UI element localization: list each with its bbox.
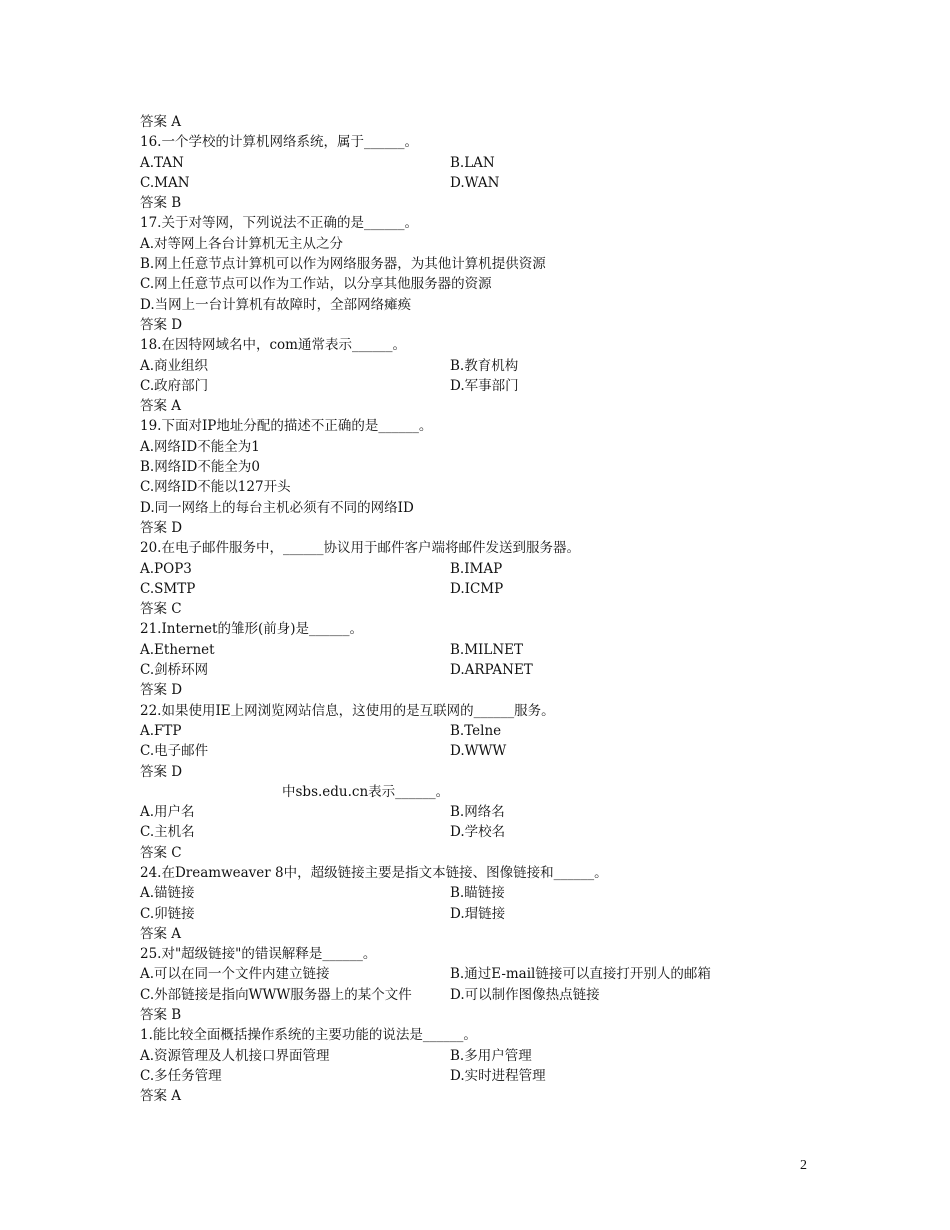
line-text: B.网上任意节点计算机可以作为网络服务器，为其他计算机提供资源 (140, 256, 546, 273)
text-line (140, 944, 840, 964)
text-line (140, 883, 840, 903)
line-text: 答案 B (140, 195, 182, 212)
option-right: B.Telne (450, 722, 502, 739)
line-text: 16.一个学校的计算机网络系统，属于______。 (140, 134, 418, 151)
line-text: A.可以在同一个文件内建立链接 (140, 966, 330, 983)
text-line (140, 1086, 840, 1106)
text-line (140, 985, 840, 1005)
line-text: A.网络ID不能全为1 (140, 438, 260, 455)
line-text: 答案 D (140, 316, 183, 333)
line-text: 答案 C (140, 601, 182, 618)
text-line (140, 315, 840, 335)
text-line (140, 1046, 840, 1066)
text-line (140, 721, 840, 741)
option-right: B.瞄链接 (450, 885, 505, 902)
text-line (140, 741, 840, 761)
line-text: C.政府部门 (140, 377, 209, 394)
text-line (140, 1066, 840, 1086)
line-text: C.SMTP (140, 580, 196, 597)
text-line (140, 193, 840, 213)
line-text: A.用户名 (140, 804, 195, 821)
option-right: D.WAN (450, 174, 500, 191)
line-text: 答案 B (140, 1007, 182, 1024)
text-line (140, 964, 840, 984)
option-right: D.ICMP (450, 580, 504, 597)
question-list (140, 112, 840, 1107)
text-line (140, 213, 840, 233)
line-text: B.网络ID不能全为0 (140, 459, 260, 476)
line-text: C.剑桥环网 (140, 662, 209, 679)
line-text: 18.在因特网域名中，com通常表示______。 (140, 337, 406, 354)
option-right: B.教育机构 (450, 357, 519, 374)
line-text: 中sbs.edu.cn表示______。 (282, 783, 450, 800)
text-line (140, 1025, 840, 1045)
line-text: C.MAN (140, 174, 190, 191)
option-right: D.学校名 (450, 824, 506, 841)
option-right: B.LAN (450, 154, 495, 171)
option-right: D.WWW (450, 743, 507, 760)
text-line (140, 924, 840, 944)
text-line (140, 579, 840, 599)
line-text: C.外部链接是指向WWW服务器上的某个文件 (140, 986, 412, 1003)
text-line (140, 538, 840, 558)
text-line (140, 153, 840, 173)
text-line (140, 518, 840, 538)
page-number: 2 (800, 1158, 807, 1173)
line-text: A.商业组织 (140, 357, 209, 374)
line-text: 17.关于对等网，下列说法不正确的是______。 (140, 215, 418, 232)
line-text: 答案 C (140, 844, 182, 861)
line-text: A.FTP (140, 722, 182, 739)
line-text: 1.能比较全面概括操作系统的主要功能的说法是______。 (140, 1027, 477, 1044)
option-right: D.ARPANET (450, 662, 533, 679)
line-text: D.当网上一台计算机有故障时，全部网络瘫痪 (140, 296, 412, 313)
line-text: C.卯链接 (140, 905, 195, 922)
text-line (140, 356, 840, 376)
text-line (140, 701, 840, 721)
option-right: B.IMAP (450, 560, 503, 577)
line-text: 答案 D (140, 519, 183, 536)
option-right: D.可以制作图像热点链接 (450, 986, 600, 1003)
line-text: 答案 D (140, 682, 183, 699)
option-right: D.实时进程管理 (450, 1067, 546, 1084)
text-line (140, 477, 840, 497)
text-line (140, 619, 840, 639)
text-line (140, 660, 840, 680)
line-text: C.多任务管理 (140, 1067, 222, 1084)
line-text: 19.下面对IP地址分配的描述不正确的是______。 (140, 418, 433, 435)
text-line (140, 274, 840, 294)
line-text: A.对等网上各台计算机无主从之分 (140, 235, 344, 252)
line-text: 答案 D (140, 763, 183, 780)
text-line (140, 782, 840, 802)
line-text: 24.在Dreamweaver 8中，超级链接主要是指文本链接、图像链接和______。 (140, 864, 608, 881)
line-text: C.电子邮件 (140, 743, 209, 760)
line-text: 25.对"超级链接"的错误解释是______。 (140, 946, 377, 963)
text-line (140, 1005, 840, 1025)
line-text: A.资源管理及人机接口界面管理 (140, 1047, 330, 1064)
line-text: 22.如果使用IE上网浏览网站信息，这使用的是互联网的______服务。 (140, 702, 555, 719)
text-line (140, 680, 840, 700)
text-line (140, 376, 840, 396)
line-text: 21.Internet的雏形(前身)是______。 (140, 621, 364, 638)
text-line (140, 640, 840, 660)
text-line (140, 437, 840, 457)
text-line (140, 132, 840, 152)
option-right: D.瑁链接 (450, 905, 506, 922)
text-line (140, 295, 840, 315)
text-line (140, 112, 840, 132)
line-text: C.网上任意节点可以作为工作站，以分享其他服务器的资源 (140, 276, 492, 293)
option-right: B.MILNET (450, 641, 524, 658)
option-right: B.网络名 (450, 804, 505, 821)
text-line (140, 173, 840, 193)
line-text: A.锚链接 (140, 885, 195, 902)
text-line (140, 863, 840, 883)
text-line (140, 802, 840, 822)
text-line (140, 457, 840, 477)
text-line (140, 254, 840, 274)
text-line (140, 904, 840, 924)
line-text: C.网络ID不能以127开头 (140, 479, 291, 496)
line-text: 答案 A (140, 925, 182, 942)
text-line (140, 234, 840, 254)
line-text: 答案 A (140, 398, 182, 415)
line-text: A.Ethernet (140, 641, 215, 658)
line-text: A.POP3 (140, 560, 192, 577)
text-line (140, 335, 840, 355)
option-right: B.多用户管理 (450, 1047, 532, 1064)
text-line (140, 822, 840, 842)
text-line (140, 599, 840, 619)
option-right: D.军事部门 (450, 377, 519, 394)
line-text: C.主机名 (140, 824, 195, 841)
text-line (140, 762, 840, 782)
text-line (140, 416, 840, 436)
text-line (140, 498, 840, 518)
text-line (140, 843, 840, 863)
line-text: 20.在电子邮件服务中，______协议用于邮件客户端将邮件发送到服务器。 (140, 540, 580, 557)
text-line (140, 396, 840, 416)
option-right: B.通过E-mail链接可以直接打开别人的邮箱 (450, 966, 711, 983)
line-text: D.同一网络上的每台主机必须有不同的网络ID (140, 499, 414, 516)
text-line (140, 559, 840, 579)
line-text: 答案 A (140, 114, 182, 130)
line-text: A.TAN (140, 154, 184, 171)
line-text: 答案 A (140, 1088, 182, 1105)
